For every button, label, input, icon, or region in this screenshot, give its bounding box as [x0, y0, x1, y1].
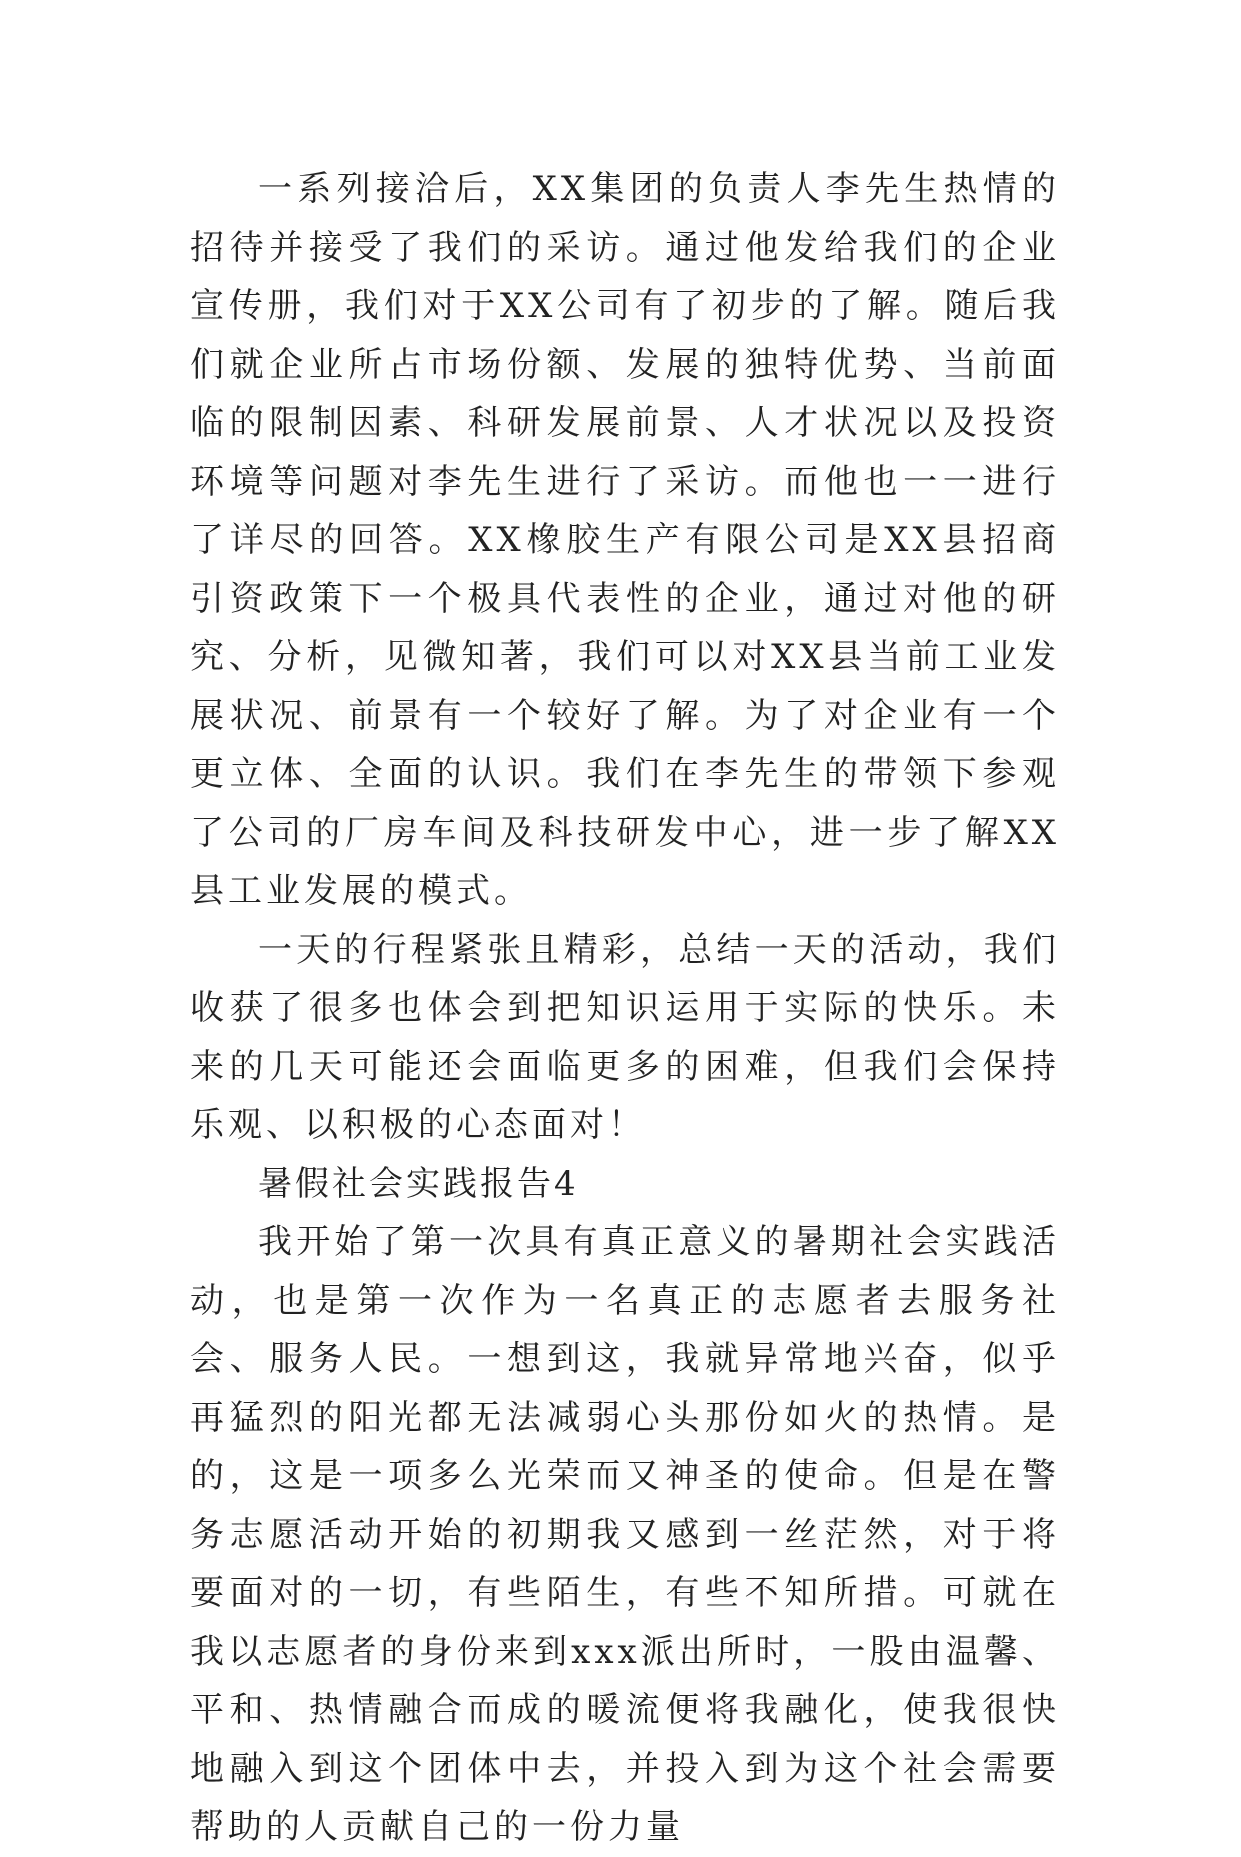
paragraph-volunteer: 我开始了第一次具有真正意义的暑期社会实践活动，也是第一次作为一名真正的志愿者去服务社会、服务人民。一想到这，我就异常地兴奋，似乎再猛烈的阳光都无法减弱心头那份如火的热情。是的，这是一项多么光荣而又神圣的使命。但是在警务志愿活动开始的初期我又感到一丝茫然，对于将要面对的一切，有些陌生，有些不知所措。可就在我以志愿者的身份来到xxx派出所时，一股由温馨、平和、热情融合而成的暖流便将我融化，使我很快地融入到这个团体中去，并投入到为这个社会需要帮助的人贡献自己的一份力量: [190, 1222, 1060, 1847]
document-body: [190, 160, 1060, 1857]
paragraph-summary: 一天的行程紧张且精彩，总结一天的活动，我们收获了很多也体会到把知识运用于实际的快乐。未来的几天可能还会面临更多的困难，但我们会保持乐观、以积极的心态面对！: [190, 929, 1060, 1145]
paragraph-interview: 一系列接洽后，XX集团的负责人李先生热情的招待并接受了我们的采访。通过他发给我们的企业宣传册，我们对于XX公司有了初步的了解。随后我们就企业所占市场份额、发展的独特优势、当前面临的限制因素、科研发展前景、人才状况以及投资环境等问题对李先生进行了采访。而他也一一进行了详尽的回答。XX橡胶生产有限公司是XX县招商引资政策下一个极具代表性的企业，通过对他的研究、分析，见微知著，我们可以对XX县当前工业发展状况、前景有一个较好了解。为了对企业有一个更立体、全面的认识。我们在李先生的带领下参观了公司的厂房车间及科技研发中心，进一步了解XX县工业发展的模式。: [190, 169, 1060, 911]
section-heading: 暑假社会实践报告4: [258, 1163, 579, 1204]
